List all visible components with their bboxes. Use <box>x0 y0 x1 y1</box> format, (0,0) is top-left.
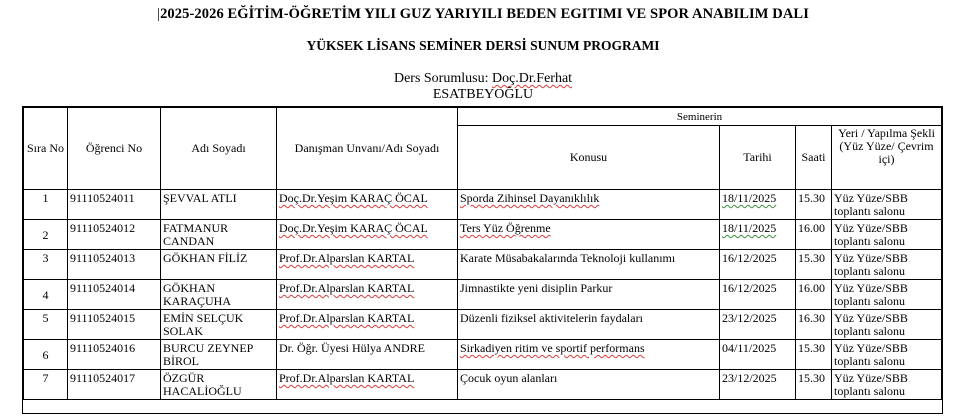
cell-konusu: Düzenli fiziksel aktivitelerin faydaları <box>458 310 720 340</box>
cell-danisman <box>277 190 458 220</box>
col-sira-no: Sıra No <box>24 108 68 190</box>
cell-konusu <box>458 340 720 370</box>
table-row <box>24 340 942 370</box>
responsible-label: Ders Sorumlusu: <box>393 71 492 86</box>
cell-konusu: Jimnastikte yeni disiplin Parkur <box>458 280 720 310</box>
cell-adi-soyadi: ÖZGÜR HACALİOĞLU <box>161 370 277 400</box>
cell-tarihi: 04/11/2025 <box>720 340 796 370</box>
cell-danisman <box>277 250 458 280</box>
cell-sira: 5 <box>24 310 68 340</box>
cell-konusu: Karate Müsabakalarında Teknoloji kullanımı <box>458 250 720 280</box>
cell-ogrenci-no: 91110524015 <box>68 310 161 340</box>
danisman-text: Prof.Dr.Alparslan KARTAL <box>279 281 415 295</box>
text-cursor: | <box>157 6 161 22</box>
title-line-1: 2025-2026 EĞİTİM-ÖĞRETİM YILI GUZ YARIYILI BEDEN EGITIMI VE SPOR ANABILIM DALI <box>160 6 809 22</box>
cell-sira: 2 <box>24 220 68 250</box>
cell-sira: 7 <box>24 370 68 400</box>
col-tarihi: Tarihi <box>720 126 796 190</box>
cell-adi-soyadi: ŞEVVAL ATLI <box>161 190 277 220</box>
danisman-text: Prof.Dr.Alparslan KARTAL <box>279 371 415 385</box>
cell-saati: 15.30 <box>796 340 832 370</box>
cell-ogrenci-no: 91110524011 <box>68 190 161 220</box>
cell-konusu <box>458 190 720 220</box>
cell-adi-soyadi: GÖKHAN KARAÇUHA <box>161 280 277 310</box>
table-row <box>24 280 942 310</box>
danisman-text: Prof.Dr.Alparslan KARTAL <box>279 311 415 325</box>
cell-sira: 1 <box>24 190 68 220</box>
cell-danisman: Dr. Öğr. Üyesi Hülya ANDRE <box>277 340 458 370</box>
cell-tarihi: 23/12/2025 <box>720 310 796 340</box>
cell-ogrenci-no: 91110524016 <box>68 340 161 370</box>
cell-saati: 16.00 <box>796 220 832 250</box>
cell-konusu: Çocuk oyun alanları <box>458 370 720 400</box>
cell-tarihi: 16/12/2025 <box>720 280 796 310</box>
cell-yeri: Yüz Yüze/SBB toplantı salonu <box>832 280 942 310</box>
cell-saati: 15.30 <box>796 250 832 280</box>
table-row <box>24 250 942 280</box>
cell-ogrenci-no: 91110524014 <box>68 280 161 310</box>
col-saati: Saati <box>796 126 832 190</box>
cell-ogrenci-no: 91110524012 <box>68 220 161 250</box>
table-row <box>24 190 942 220</box>
cell-adi-soyadi: GÖKHAN FİLİZ <box>161 250 277 280</box>
cell-danisman <box>277 310 458 340</box>
cell-tarihi: 23/12/2025 <box>720 370 796 400</box>
seminar-table-frame <box>22 106 943 414</box>
cell-saati: 16.30 <box>796 310 832 340</box>
responsible-surname: ESATBEYOĞLU <box>432 87 534 102</box>
cell-sira: 3 <box>24 250 68 280</box>
danisman-text: Doç.Dr.Yeşim KARAÇ ÖCAL <box>279 191 428 205</box>
col-yeri: Yeri / Yapılma Şekli (Yüz Yüze/ Çevrim içi) <box>832 126 942 190</box>
responsible-name: Doç.Dr.Ferhat <box>491 71 573 86</box>
table-row <box>24 310 942 340</box>
cell-yeri: Yüz Yüze/SBB toplantı salonu <box>832 370 942 400</box>
danisman-text: Prof.Dr.Alparslan KARTAL <box>279 251 415 265</box>
header-row-1 <box>24 108 942 126</box>
tarih-text: 18/11/2025 <box>722 191 777 205</box>
cell-saati: 16.00 <box>796 280 832 310</box>
document-title <box>0 6 966 23</box>
cell-yeri: Yüz Yüze/SBB toplantı salonu <box>832 220 942 250</box>
cell-yeri: Yüz Yüze/SBB toplantı salonu <box>832 310 942 340</box>
danisman-text: Doç.Dr.Yeşim KARAÇ ÖCAL <box>279 221 428 235</box>
cell-tarihi: 16/12/2025 <box>720 250 796 280</box>
cell-adi-soyadi: BURCU ZEYNEP BİROL <box>161 340 277 370</box>
table-row <box>24 370 942 400</box>
cell-konusu <box>458 220 720 250</box>
cell-adi-soyadi: FATMANUR CANDAN <box>161 220 277 250</box>
cell-saati: 15.30 <box>796 370 832 400</box>
cell-tarihi <box>720 190 796 220</box>
cell-yeri: Yüz Yüze/SBB toplantı salonu <box>832 250 942 280</box>
cell-tarihi <box>720 220 796 250</box>
cell-danisman <box>277 280 458 310</box>
seminar-schedule-table <box>23 107 942 400</box>
col-group-seminerin: Seminerin <box>458 108 942 126</box>
cell-danisman <box>277 370 458 400</box>
cell-ogrenci-no: 91110524013 <box>68 250 161 280</box>
cell-danisman <box>277 220 458 250</box>
cell-sira: 6 <box>24 340 68 370</box>
col-ogrenci-no: Öğrenci No <box>68 108 161 190</box>
cell-adi-soyadi: EMİN SELÇUK SOLAK <box>161 310 277 340</box>
cell-saati: 15.30 <box>796 190 832 220</box>
konu-text: Sirkadiyen ritim ve sportif performans <box>460 341 645 355</box>
col-adi-soyadi: Adı Soyadı <box>161 108 277 190</box>
table-row <box>24 220 942 250</box>
cell-sira: 4 <box>24 280 68 310</box>
document-subtitle: YÜKSEK LİSANS SEMİNER DERSİ SUNUM PROGRAMI <box>306 38 660 53</box>
konu-text: Ters Yüz Öğrenme <box>460 221 551 235</box>
col-konusu: Konusu <box>458 126 720 190</box>
cell-ogrenci-no: 91110524017 <box>68 370 161 400</box>
konu-text: Sporda Zihinsel Dayanıklılık <box>460 191 600 205</box>
cell-yeri: Yüz Yüze/SBB toplantı salonu <box>832 190 942 220</box>
tarih-text: 18/11/2025 <box>722 221 777 235</box>
course-responsible <box>0 71 966 103</box>
col-danisman: Danışman Unvanı/Adı Soyadı <box>277 108 458 190</box>
cell-yeri: Yüz Yüze/SBB toplantı salonu <box>832 340 942 370</box>
